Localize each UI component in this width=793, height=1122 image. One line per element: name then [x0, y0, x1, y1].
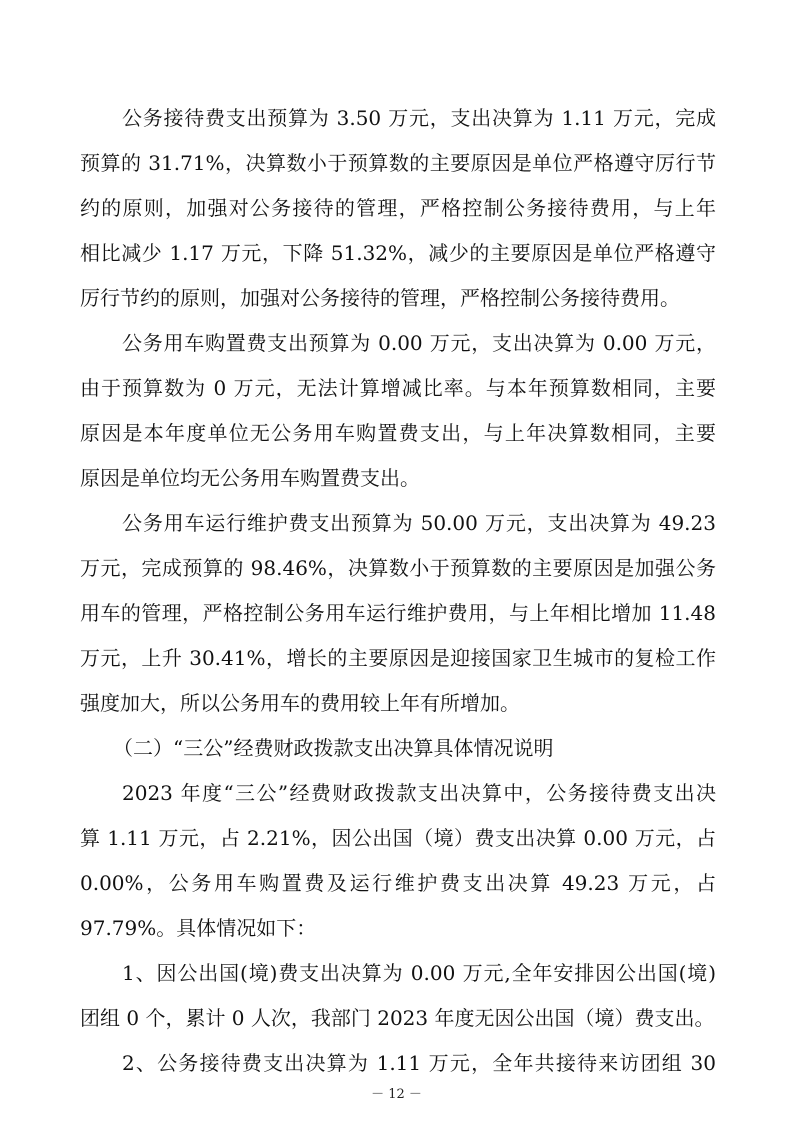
text-line: 由于预算数为 0 万元，无法计算增减比率。与本年预算数相同，主要: [80, 376, 716, 400]
page-number: － 12 －: [371, 1087, 422, 1102]
text-line: 公务用车购置费支出预算为 0.00 万元，支出决算为 0.00 万元，: [122, 331, 716, 355]
text-line: 相比减少 1.17 万元，下降 51.32%，减少的主要原因是单位严格遵守: [80, 241, 716, 265]
text-line: 厉行节约的原则，加强对公务接待的管理，严格控制公务接待费用。: [80, 286, 680, 310]
text-line: 算 1.11 万元，占 2.21%，因公出国（境）费支出决算 0.00 万元，占: [80, 826, 716, 850]
text-line: 万元，完成预算的 98.46%，决算数小于预算数的主要原因是加强公务: [80, 556, 716, 580]
text-line: 2、公务接待费支出决算为 1.11 万元，全年共接待来访团组 30: [122, 1051, 716, 1075]
text-line: 约的原则，加强对公务接待的管理，严格控制公务接待费用，与上年: [80, 196, 716, 220]
text-line: 公务接待费支出预算为 3.50 万元，支出决算为 1.11 万元，完成: [122, 106, 716, 130]
text-line: 预算的 31.71%，决算数小于预算数的主要原因是单位严格遵守厉行节: [80, 151, 716, 175]
text-line: 97.79%。具体情况如下：: [80, 916, 317, 940]
text-line: 万元，上升 30.41%，增长的主要原因是迎接国家卫生城市的复检工作: [80, 646, 716, 670]
text-line: 0.00%，公务用车购置费及运行维护费支出决算 49.23 万元，占: [80, 871, 716, 895]
text-line: 原因是本年度单位无公务用车购置费支出，与上年决算数相同，主要: [80, 421, 716, 445]
text-line: 2023 年度“三公”经费财政拨款支出决算中，公务接待费支出决: [122, 781, 716, 805]
text-line: 原因是单位均无公务用车购置费支出。: [80, 466, 420, 490]
text-line: 强度加大，所以公务用车的费用较上年有所增加。: [80, 691, 520, 715]
text-line: 1、因公出国(境)费支出决算为 0.00 万元,全年安排因公出国(境): [122, 961, 716, 985]
section-heading: （二）“三公”经费财政拨款支出决算具体情况说明: [113, 736, 554, 760]
text-line: 用车的管理，严格控制公务用车运行维护费用，与上年相比增加 11.48: [80, 601, 716, 625]
text-line: 公务用车运行维护费支出预算为 50.00 万元，支出决算为 49.23: [122, 511, 716, 535]
text-line: 团组 0 个，累计 0 人次，我部门 2023 年度无因公出国（境）费支出。: [80, 1006, 715, 1030]
